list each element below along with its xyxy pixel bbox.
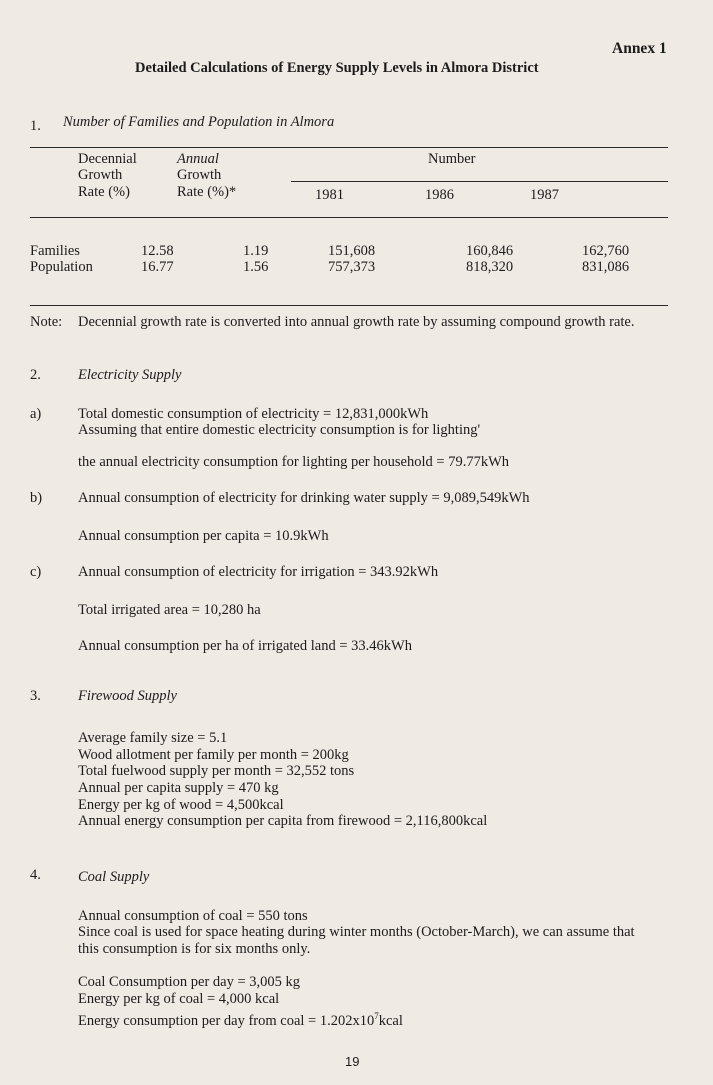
table-header-bottom-rule: [30, 217, 668, 218]
firewood-line: Total fuelwood supply per month = 32,552 tons: [78, 763, 355, 779]
section-4-number: 4.: [30, 867, 41, 883]
note-text: Decennial growth rate is converted into annual growth rate by assuming compound growth rate.: [78, 314, 635, 330]
item-a-marker: a): [30, 406, 42, 422]
firewood-line: Wood allotment per family per month = 200kg: [78, 747, 349, 763]
coal-line6-exponent: 7: [374, 1011, 379, 1021]
cell-1986: 818,320: [466, 259, 514, 275]
header-decennial-line: Rate (%): [78, 184, 130, 200]
header-annual-line: Rate (%)*: [177, 184, 237, 200]
firewood-line: Energy per kg of wood = 4,500kcal: [78, 797, 284, 813]
cell-decennial: 16.77: [141, 259, 174, 275]
row-label: Families: [30, 243, 80, 259]
section-4-title: Coal Supply: [78, 869, 150, 885]
electricity-c-line2: Total irrigated area = 10,280 ha: [78, 602, 261, 618]
section-1-title: Number of Families and Population in Almora: [63, 114, 335, 130]
cell-1981: 757,373: [328, 259, 376, 275]
header-decennial-line: Decennial: [78, 151, 137, 167]
electricity-a-line2: Assuming that entire domestic electricity consumption is for lighting': [78, 422, 481, 438]
coal-line6: [78, 1007, 403, 1030]
cell-1986: 160,846: [466, 243, 514, 259]
page-number: 19: [345, 1054, 360, 1069]
electricity-c-line1: Annual consumption of electricity for irrigation = 343.92kWh: [78, 564, 439, 580]
item-b-marker: b): [30, 490, 43, 506]
page-title: Detailed Calculations of Energy Supply Levels in Almora District: [135, 60, 539, 76]
header-year-1986: 1986: [425, 187, 454, 203]
coal-line2: Since coal is used for space heating during winter months (October-March), we can assume that: [78, 924, 635, 940]
cell-annual: 1.19: [243, 243, 269, 259]
cell-1987: 162,760: [582, 243, 630, 259]
firewood-line: Annual per capita supply = 470 kg: [78, 780, 279, 796]
coal-line3: this consumption is for six months only.: [78, 941, 311, 957]
electricity-b-line2: Annual consumption per capita = 10.9kWh: [78, 528, 329, 544]
cell-1987: 831,086: [582, 259, 630, 275]
electricity-a-line3: the annual electricity consumption for lighting per household = 79.77kWh: [78, 454, 509, 470]
cell-decennial: 12.58: [141, 243, 174, 259]
coal-line6-suffix: kcal: [378, 1012, 403, 1029]
section-2-title: Electricity Supply: [78, 367, 182, 383]
header-year-1987: 1987: [530, 187, 559, 203]
electricity-c-line3: Annual consumption per ha of irrigated land = 33.46kWh: [78, 638, 412, 654]
header-annual-line: Growth: [177, 167, 222, 183]
table-top-rule: [30, 147, 668, 148]
header-year-1981: 1981: [315, 187, 344, 203]
annex-label: Annex 1: [612, 40, 667, 57]
note-label: Note:: [30, 314, 63, 330]
section-3-title: Firewood Supply: [78, 688, 177, 704]
coal-line1: Annual consumption of coal = 550 tons: [78, 908, 308, 924]
coal-line6-prefix: Energy consumption per day from coal = 1.202x10: [78, 1012, 375, 1029]
firewood-line: Annual energy consumption per capita from firewood = 2,116,800kcal: [78, 813, 488, 829]
electricity-a-line1: Total domestic consumption of electricity = 12,831,000kWh: [78, 406, 429, 422]
section-3-number: 3.: [30, 688, 41, 704]
table-bottom-rule: [30, 305, 668, 306]
cell-annual: 1.56: [243, 259, 269, 275]
row-label: Population: [30, 259, 93, 275]
number-header-rule: [291, 181, 668, 182]
header-annual-line: Annual: [177, 151, 219, 167]
header-number: Number: [428, 151, 476, 167]
item-c-marker: c): [30, 564, 42, 580]
electricity-b-line1: Annual consumption of electricity for drinking water supply = 9,089,549kWh: [78, 490, 530, 506]
cell-1981: 151,608: [328, 243, 376, 259]
section-2-number: 2.: [30, 367, 41, 383]
firewood-line: Average family size = 5.1: [78, 730, 228, 746]
section-1-number: 1.: [30, 118, 41, 134]
header-decennial-line: Growth: [78, 167, 123, 183]
coal-line4: Coal Consumption per day = 3,005 kg: [78, 974, 301, 990]
coal-line5: Energy per kg of coal = 4,000 kcal: [78, 991, 280, 1007]
